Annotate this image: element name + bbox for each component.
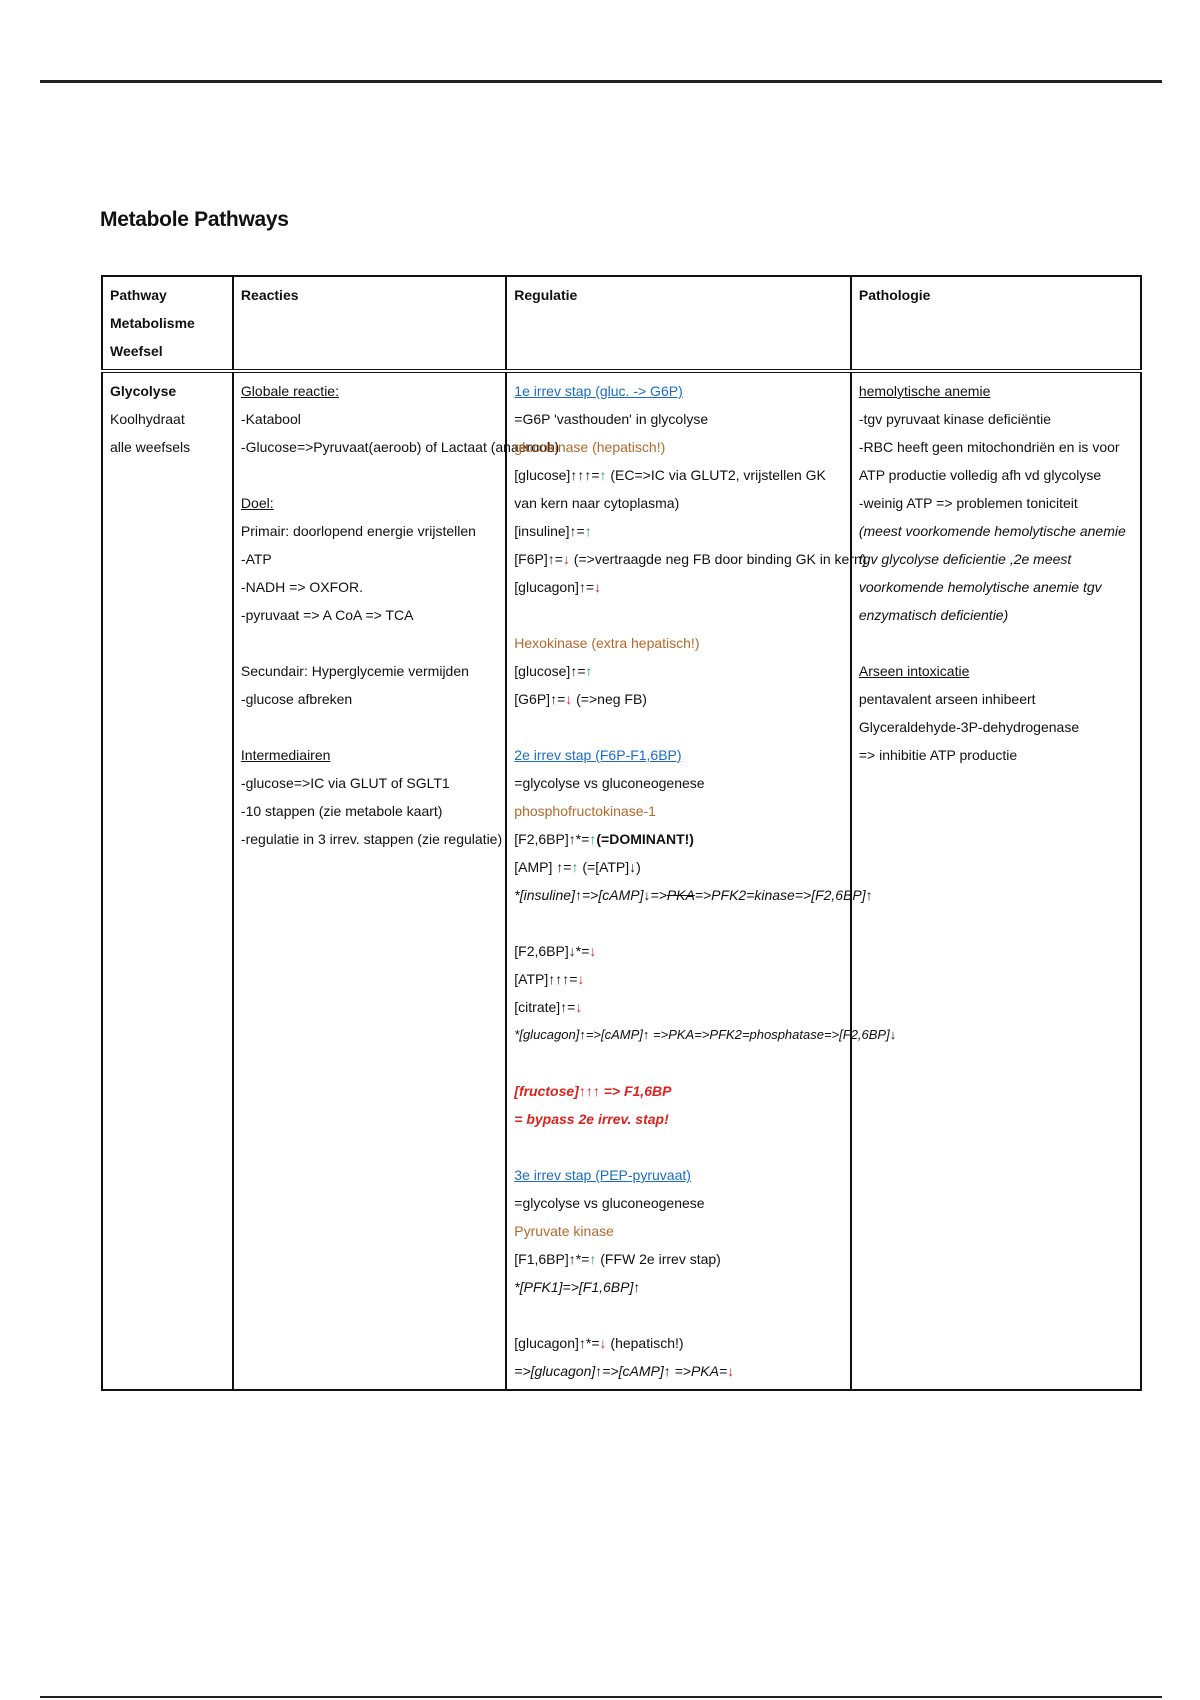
- step1-title: 1e irrev stap (gluc. -> G6P): [514, 383, 683, 399]
- list-item: -regulatie in 3 irrev. stappen (zie regulatie): [240, 831, 503, 847]
- header-pathologie: Pathologie: [851, 276, 1141, 371]
- arrow-up-icon: ↑: [599, 467, 607, 483]
- header-pathway-label: Pathway: [110, 287, 167, 303]
- note-italic: (meest voorkomende hemolytische anemie tgv glycolyse deficientie ,2e meest voorkomende hemolytische anemie tgv enzymatisch deficientie): [858, 523, 1126, 623]
- list-item: Primair: doorlopend energie vrijstellen: [240, 523, 476, 539]
- arrow-down-icon: ↓: [727, 1363, 735, 1379]
- step3-title: 3e irrev stap (PEP-pyruvaat): [514, 1167, 691, 1183]
- list-item: *[PFK1]=>[F1,6BP]↑: [514, 1279, 641, 1295]
- arrow-down-icon: ↓: [599, 1335, 607, 1351]
- list-item: Secundair: Hyperglycemie vermijden: [240, 663, 469, 679]
- list-item: -tgv pyruvaat kinase deficiëntie: [858, 411, 1052, 427]
- list-item: *[glucagon]↑=>[cAMP]↑ =>PKA=>PFK2=phosphatase=>[F2,6BP]↓: [514, 1027, 897, 1042]
- pfk-title: phosphofructokinase-1: [514, 803, 656, 819]
- fructose-note: [fructose]↑↑↑ => F1,6BP: [514, 1083, 672, 1099]
- list-item: [glucagon]↑=↓: [514, 579, 602, 595]
- pathways-table: [101, 275, 1142, 1391]
- arrow-down-icon: ↓: [575, 999, 583, 1015]
- list-item: -glucose afbreken: [240, 691, 353, 707]
- header-reacties: Reacties: [233, 276, 506, 371]
- fructose-bypass-note: = bypass 2e irrev. stap!: [514, 1111, 669, 1127]
- page-title: Metabole Pathways: [100, 208, 289, 231]
- list-item: [F2,6BP]↓*=↓: [514, 943, 597, 959]
- header-pathway: [102, 276, 233, 371]
- header-regulatie: Regulatie: [506, 276, 851, 371]
- list-item: -pyruvaat => A CoA => TCA: [240, 607, 414, 623]
- header-weefsel-label: Weefsel: [110, 343, 163, 359]
- hexokinase-title: Hexokinase (extra hepatisch!): [514, 635, 700, 651]
- table-row: [102, 371, 1141, 1390]
- list-item: -ATP: [240, 551, 272, 567]
- list-item: pentavalent arseen inhibeert Glyceraldehyde-3P-dehydrogenase: [858, 691, 1080, 735]
- step2-subtitle: =glycolyse vs gluconeogenese: [514, 775, 705, 791]
- arrow-up-icon: ↑: [585, 663, 593, 679]
- arrow-up-icon: ↑: [589, 1251, 597, 1267]
- list-item: -glucose=>IC via GLUT of SGLT1: [240, 775, 450, 791]
- arrow-down-icon: ↓: [577, 971, 585, 987]
- list-item: [AMP] ↑=↑ (=[ATP]↓): [514, 859, 641, 875]
- list-item: [glucose]↑=↑: [514, 663, 593, 679]
- arrow-down-icon: ↓: [594, 579, 602, 595]
- step3-subtitle: =glycolyse vs gluconeogenese: [514, 1195, 705, 1211]
- step2-title: 2e irrev stap (F6P-F1,6BP): [514, 747, 682, 763]
- cell-pathway: [102, 371, 233, 1390]
- list-item: *[insuline]↑=>[cAMP]↓=>PKA=>PFK2=kinase=>[F2,6BP]↑: [514, 887, 873, 903]
- list-item: -10 stappen (zie metabole kaart): [240, 803, 443, 819]
- arrow-up-icon: ↑: [584, 523, 592, 539]
- arrow-up-icon: ↑: [589, 831, 597, 847]
- pyruvate-kinase-title: Pyruvate kinase: [514, 1223, 614, 1239]
- footer-rule: [40, 1696, 1162, 1698]
- list-item: -Glucose=>Pyruvaat(aeroob) of Lactaat (anaeroob): [240, 439, 560, 455]
- step1-subtitle: =G6P 'vasthouden' in glycolyse: [514, 411, 709, 427]
- list-item: -weinig ATP => problemen toniciteit: [858, 495, 1078, 511]
- list-item: [insuline]↑=↑: [514, 523, 592, 539]
- list-item: -NADH => OXFOR.: [240, 579, 364, 595]
- hemolytische-anemie-title: hemolytische anemie: [858, 383, 991, 399]
- list-item: [ATP]↑↑↑=↓: [514, 971, 585, 987]
- list-item: [F6P]↑=↓ (=>vertraagde neg FB door binding GK in kern): [514, 551, 867, 567]
- list-item: [G6P]↑=↓ (=>neg FB): [514, 691, 647, 707]
- list-item: [glucagon]↑*=↓ (hepatisch!): [514, 1335, 684, 1351]
- header-metabolisme-label: Metabolisme: [110, 315, 195, 331]
- arrow-down-icon: ↓: [562, 551, 570, 567]
- doel-title: Doel:: [240, 495, 274, 511]
- cell-regulatie: [506, 371, 897, 1390]
- arrow-up-icon: ↑: [571, 859, 579, 875]
- list-item: => inhibitie ATP productie: [858, 747, 1018, 763]
- arrow-down-icon: ↓: [589, 943, 597, 959]
- header-rule: [40, 80, 1162, 83]
- glucokinase-title: glucokinase (hepatisch!): [514, 439, 666, 455]
- list-item: -Katabool: [240, 411, 301, 427]
- list-item: [citrate]↑=↓: [514, 999, 583, 1015]
- intermediairen-title: Intermediairen: [240, 747, 331, 763]
- list-item: =>[glucagon]↑=>[cAMP]↑ =>PKA=↓: [514, 1363, 735, 1379]
- arrow-down-icon: ↓: [565, 691, 573, 707]
- weefsel-value: alle weefsels: [110, 439, 191, 455]
- list-item: -RBC heeft geen mitochondriën en is voor ATP productie volledig afh vd glycolyse: [858, 439, 1120, 483]
- list-item: [F2,6BP]↑*=↑(=DOMINANT!): [514, 831, 694, 847]
- pathway-name: Glycolyse: [110, 383, 177, 399]
- metabolisme-value: Koolhydraat: [110, 411, 185, 427]
- table-header-row: [102, 276, 1141, 371]
- globale-title: Globale reactie:: [240, 383, 339, 399]
- arseen-intoxicatie-title: Arseen intoxicatie: [858, 663, 970, 679]
- list-item: [F1,6BP]↑*=↑ (FFW 2e irrev stap): [514, 1251, 721, 1267]
- cell-pathologie: [851, 371, 1141, 1390]
- list-item: [glucose]↑↑↑=↑ (EC=>IC via GLUT2, vrijstellen GK van kern naar cytoplasma): [514, 467, 826, 511]
